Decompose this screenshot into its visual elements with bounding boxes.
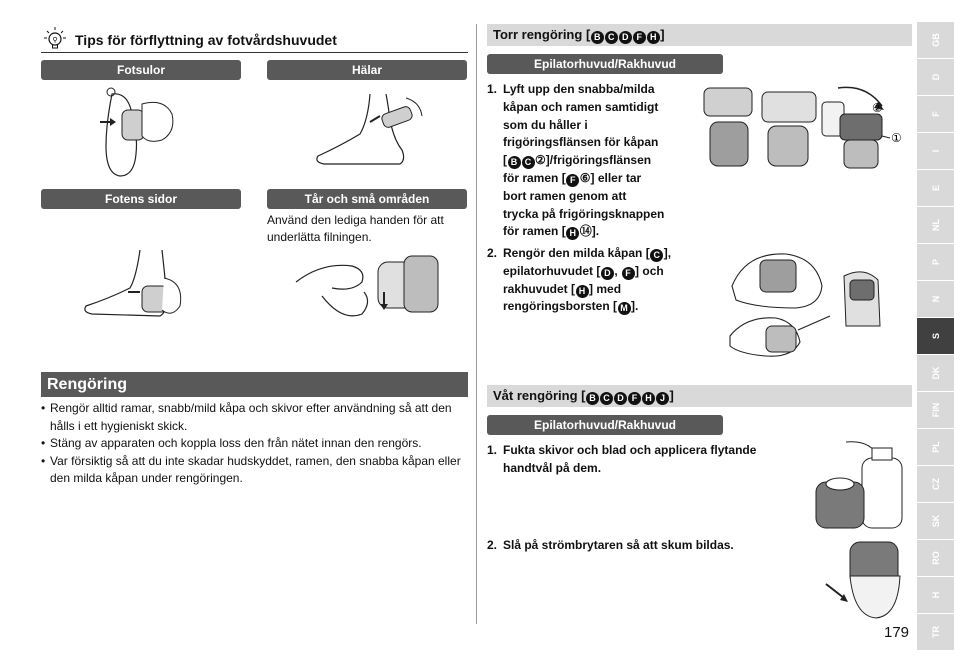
step-line: Fukta skivor och blad och applicera flytande: [503, 443, 757, 457]
step-line: Slå på strömbrytaren så att skum bildas.: [503, 538, 734, 552]
language-tab-gb[interactable]: [917, 22, 954, 59]
column-divider: [476, 24, 477, 624]
language-tab-label: E: [930, 184, 941, 192]
language-tab-cz[interactable]: [917, 466, 954, 503]
page-number: 179: [884, 624, 910, 641]
language-tab-i[interactable]: [917, 133, 954, 170]
language-tab-label: SK: [930, 514, 941, 528]
step-line: bort ramen genom att: [503, 188, 627, 203]
letter-badge: D: [614, 392, 627, 405]
language-tab-ro[interactable]: [917, 540, 954, 577]
step-line: kåpan och ramen samtidigt: [503, 99, 659, 114]
figure-foot-side: [80, 248, 190, 332]
letter-badge: H: [576, 285, 589, 298]
letter-badge: C: [650, 249, 663, 262]
language-tab-sk[interactable]: [917, 503, 954, 540]
figure-dry-step-1: [696, 78, 908, 170]
callout-1: ①: [891, 131, 902, 145]
language-tab-n[interactable]: [917, 281, 954, 318]
wet-subhead: Epilatorhuvud/Rakhuvud: [487, 415, 723, 435]
letter-badge: B: [591, 31, 604, 44]
dry-cleaning-heading: Torr rengöring [ B C D F H ]: [487, 24, 912, 46]
letter-badge: F: [628, 392, 641, 405]
step-line: handtvål på dem.: [503, 460, 602, 475]
figure-heel: [310, 90, 430, 170]
label-soles: Fotsulor: [41, 60, 241, 80]
letter-badge: C: [522, 156, 535, 169]
dry-subhead: Epilatorhuvud/Rakhuvud: [487, 54, 723, 74]
step-line: som du håller i: [503, 117, 588, 132]
language-tab-s[interactable]: [917, 318, 954, 355]
language-tab-h[interactable]: [917, 577, 954, 614]
language-tab-nl[interactable]: [917, 207, 954, 244]
cleaning-bullet: • Rengör alltid ramar, snabb/mild kåpa och skivor efter användning så att den hålls i ett hygieniskt skick.: [41, 400, 468, 435]
cleaning-heading: Rengöring: [41, 372, 468, 397]
language-tab-label: NL: [930, 219, 941, 231]
step-line: med: [596, 281, 622, 296]
letter-badge: C: [600, 392, 613, 405]
cleaning-bullets: [41, 400, 468, 488]
wet-cleaning-title: Våt rengöring: [493, 388, 578, 403]
tips-title: Tips för förflyttning av fotvårdshuvudet: [75, 32, 337, 48]
language-tab-fin[interactable]: [917, 392, 954, 429]
circled-number: ②: [535, 153, 546, 168]
label-heels: Hälar: [267, 60, 467, 80]
letter-badge: J: [656, 392, 669, 405]
language-tab-pl[interactable]: [917, 429, 954, 466]
language-tab-label: FIN: [930, 402, 941, 418]
label-sides: Fotens sidor: [41, 189, 241, 209]
cleaning-bullet: • Var försiktig så att du inte skadar hudskyddet, ramen, den snabba kåpan eller den milda kåpan under rengöringen.: [41, 453, 468, 488]
circled-number: ⑥: [579, 170, 591, 185]
step-line: rengöringsborsten: [503, 299, 610, 314]
step-line: Rengör den milda kåpan: [503, 246, 643, 260]
letter-badge: F: [566, 174, 579, 187]
step-line: Lyft upp den snabba/milda: [503, 82, 655, 96]
letter-badge: F: [622, 267, 635, 280]
cleaning-bullet: • Stäng av apparaten och koppla loss den från nätet innan den rengörs.: [41, 435, 468, 453]
language-sidebar: [917, 22, 954, 650]
language-tab-dk[interactable]: [917, 355, 954, 392]
step-number: 2.: [487, 246, 498, 260]
language-tab-f[interactable]: [917, 96, 954, 133]
letter-badge: F: [633, 31, 646, 44]
figure-dry-step-2: [726, 246, 910, 370]
letter-badge: H: [647, 31, 660, 44]
figure-wet-step-2: [820, 536, 910, 622]
step-line: trycka på frigöringsknappen: [503, 206, 665, 221]
language-tab-label: P: [930, 258, 941, 266]
figure-wet-step-1: [810, 438, 910, 530]
letter-badge: B: [586, 392, 599, 405]
letter-badge: B: [508, 156, 521, 169]
step-line: och: [642, 263, 664, 278]
step-number: 1.: [487, 82, 498, 96]
tips-heading: [41, 26, 468, 53]
language-tab-label: I: [930, 149, 941, 153]
figure-toes: [292, 252, 442, 332]
step-line: eller tar: [597, 170, 642, 185]
letter-badge: C: [605, 31, 618, 44]
letter-badge: D: [601, 267, 614, 280]
dry-cleaning-title: Torr rengöring: [493, 27, 583, 42]
language-tab-label: S: [930, 332, 941, 340]
lightbulb-icon: [43, 26, 67, 50]
step-line: epilatorhuvudet: [503, 263, 594, 278]
step-line: rakhuvudet: [503, 281, 568, 296]
letter-badge: H: [642, 392, 655, 405]
circled-number: ⑭: [579, 224, 592, 239]
step-number: 1.: [487, 443, 498, 457]
step-number: 2.: [487, 538, 498, 552]
step-line: /frigöringsflänsen: [549, 153, 652, 168]
step-line: frigöringsflänsen för kåpan: [503, 135, 659, 150]
figure-sole: [92, 84, 188, 180]
language-tab-label: N: [930, 295, 941, 303]
language-tab-e[interactable]: [917, 170, 954, 207]
callout-2: ②: [872, 101, 883, 115]
letter-badge: M: [618, 302, 631, 315]
language-tab-tr[interactable]: [917, 614, 954, 651]
letter-badge: D: [619, 31, 632, 44]
letter-badge: H: [566, 227, 579, 240]
language-tab-label: D: [930, 73, 941, 81]
language-tab-label: RO: [930, 551, 941, 565]
svg-text:⚲: ⚲: [52, 36, 58, 44]
language-tab-label: TR: [930, 626, 941, 638]
label-toes: Tår och små områden: [267, 189, 467, 209]
language-tab-d[interactable]: [917, 59, 954, 96]
language-tab-label: GB: [930, 33, 941, 47]
toes-instruction: Använd den lediga handen för att underlätta filningen.: [267, 213, 444, 244]
language-tab-label: F: [930, 111, 941, 117]
wet-cleaning-heading: Våt rengöring [ B C D F H J ]: [487, 385, 912, 407]
language-tab-label: H: [930, 591, 941, 599]
language-tab-label: DK: [930, 366, 941, 380]
step-line: för ramen: [503, 170, 559, 185]
language-tab-p[interactable]: [917, 244, 954, 281]
language-tab-label: PL: [930, 441, 941, 453]
language-tab-label: CZ: [930, 478, 941, 490]
step-line: för ramen: [503, 224, 559, 239]
